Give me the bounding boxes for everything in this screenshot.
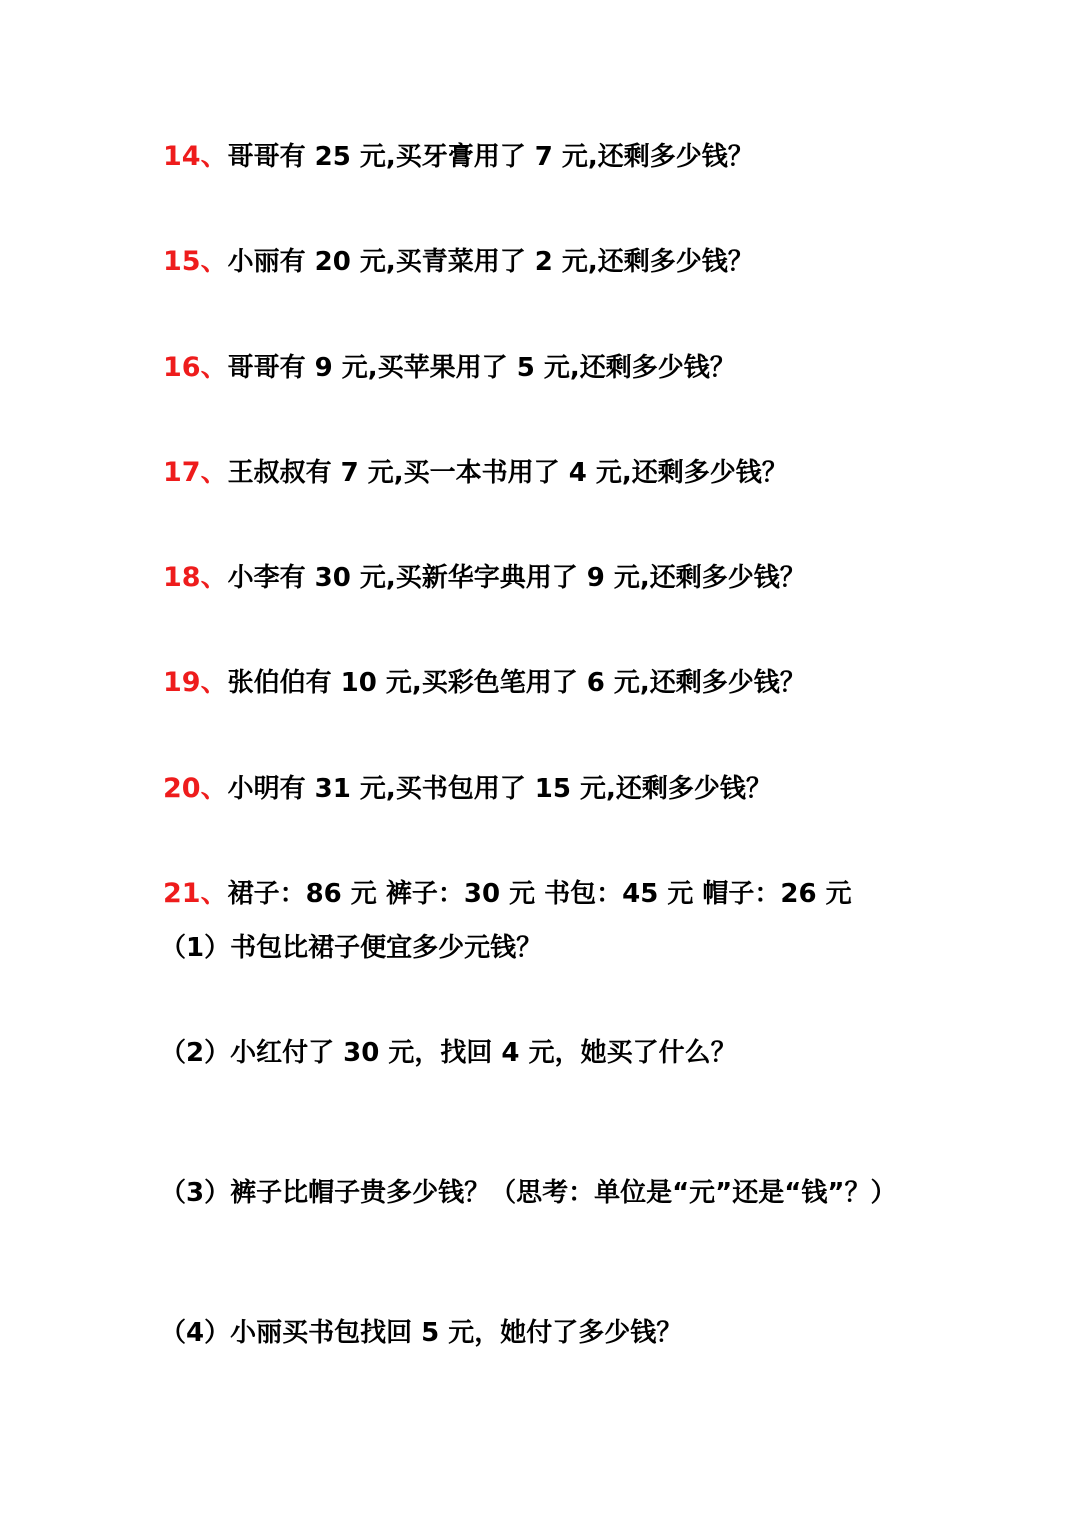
question-text: 小李有 30 元,买新华字典用了 9 元,还剩多少钱？ bbox=[227, 563, 806, 593]
question-text: 张伯伯有 10 元,买彩色笔用了 6 元,还剩多少钱？ bbox=[227, 668, 806, 698]
question-15 bbox=[163, 245, 754, 279]
question-text: 小明有 31 元,买书包用了 15 元,还剩多少钱？ bbox=[227, 774, 772, 804]
question-number: 15、 bbox=[163, 246, 228, 277]
question-text: 王叔叔有 7 元,买一本书用了 4 元,还剩多少钱？ bbox=[227, 458, 788, 488]
question-number: 20、 bbox=[163, 773, 228, 804]
question-21 bbox=[163, 877, 852, 911]
question-number: 17、 bbox=[163, 457, 228, 488]
question-text: 哥哥有 9 元,买苹果用了 5 元,还剩多少钱？ bbox=[227, 353, 736, 383]
question-number: 21、 bbox=[163, 878, 228, 909]
sub-question-3: （3）裤子比帽子贵多少钱？（思考：单位是“元”还是“钱”？） bbox=[160, 1178, 897, 1208]
question-16 bbox=[163, 351, 736, 385]
question-number: 14、 bbox=[163, 141, 228, 172]
sub-question-2: （2）小红付了 30 元，找回 4 元，她买了什么？ bbox=[160, 1038, 737, 1068]
question-18 bbox=[163, 561, 806, 595]
question-text: 小丽有 20 元,买青菜用了 2 元,还剩多少钱？ bbox=[227, 247, 754, 277]
question-number: 16、 bbox=[163, 352, 228, 383]
question-14 bbox=[163, 140, 754, 174]
question-text: 裙子：86 元 裤子：30 元 书包：45 元 帽子：26 元 bbox=[227, 879, 852, 909]
question-19 bbox=[163, 666, 806, 700]
sub-question-1: （1）书包比裙子便宜多少元钱？ bbox=[160, 933, 543, 963]
question-20 bbox=[163, 772, 772, 806]
question-17 bbox=[163, 456, 788, 490]
question-text: 哥哥有 25 元,买牙膏用了 7 元,还剩多少钱？ bbox=[227, 142, 754, 172]
sub-question-4: （4）小丽买书包找回 5 元，她付了多少钱？ bbox=[160, 1318, 683, 1348]
question-number: 19、 bbox=[163, 667, 228, 698]
question-number: 18、 bbox=[163, 562, 228, 593]
